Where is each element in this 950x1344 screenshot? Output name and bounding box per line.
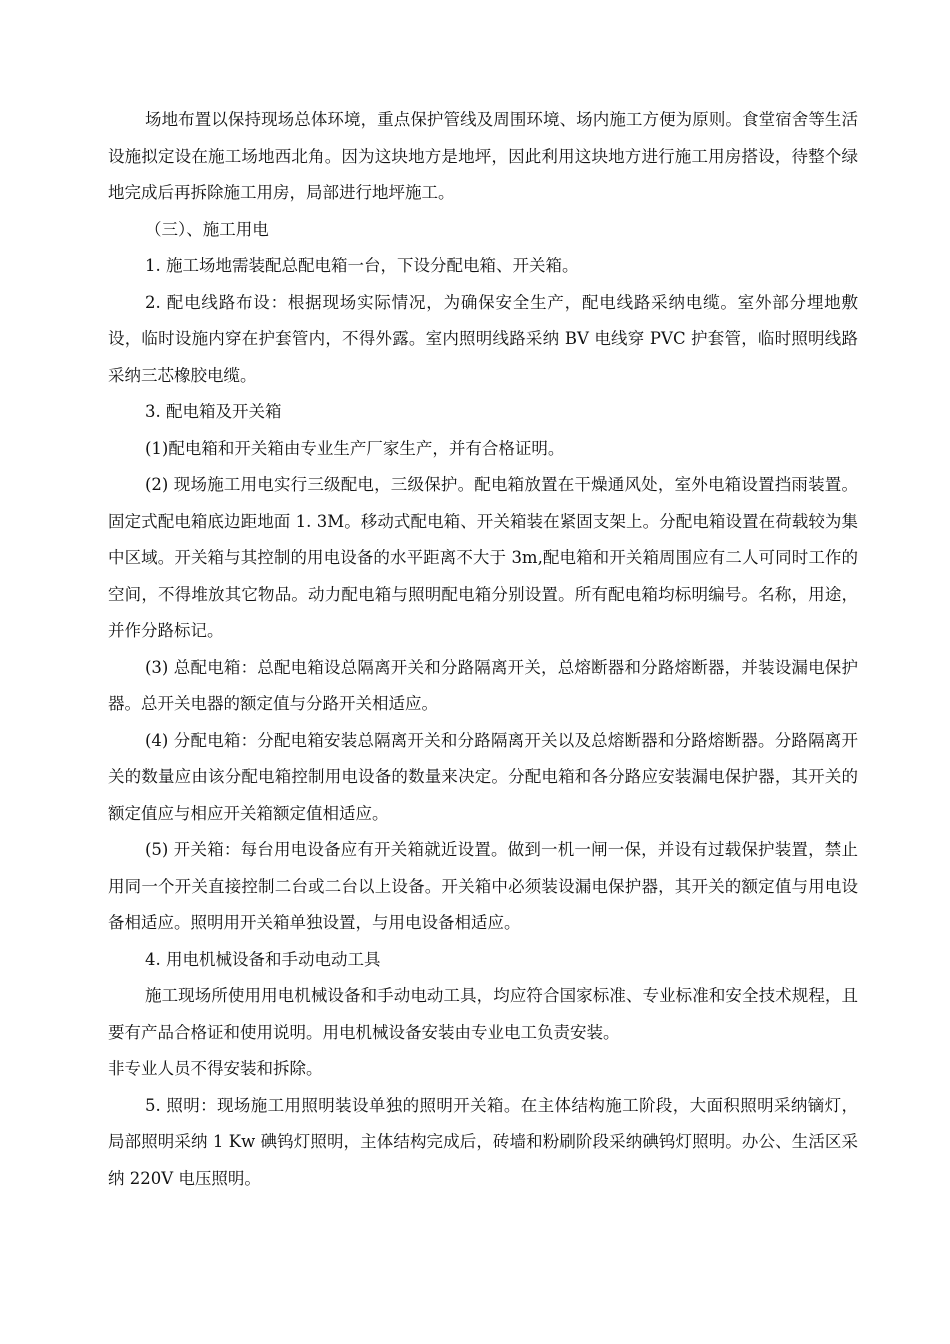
document-body: [108, 102, 858, 1197]
paragraph-item-4-body: 施工现场所使用用电机械设备和手动电动工具，均应符合国家标准、专业标准和安全技术规程，且要有产品合格证和使用说明。用电机械设备安装由专业电工负责安装。: [108, 986, 858, 1042]
paragraph-item-4-continuation: 非专业人员不得安装和拆除。: [108, 1059, 323, 1078]
paragraph-item-5-lighting: 5. 照明：现场施工用照明装设单独的照明开关箱。在主体结构施工阶段，大面积照明采纳镝灯，局部照明采纳 1 Kw 碘钨灯照明，主体结构完成后，砖墙和粉刷阶段采纳碘钨灯照明。办公、生活区采纳 220V 电压照明。: [108, 1095, 858, 1188]
paragraph-item-3-3: (3) 总配电箱：总配电箱设总隔离开关和分路隔离开关，总熔断器和分路熔断器，并装设漏电保护器。总开关电器的额定值与分路开关相适应。: [108, 657, 858, 713]
paragraph-item-3-1: (1)配电箱和开关箱由专业生产厂家生产，并有合格证明。: [145, 438, 565, 458]
paragraph-item-1: 1. 施工场地需装配总配电箱一台，下设分配电箱、开关箱。: [145, 256, 579, 275]
paragraph-item-2: 2. 配电线路布设：根据现场实际情况，为确保安全生产，配电线路采纳电缆。室外部分埋地敷设，临时设施内穿在护套管内，不得外露。室内照明线路采纳 BV 电线穿 PVC 护套管，临时照明线路采纳三芯橡胶电缆。: [108, 292, 858, 385]
paragraph-site-layout: 场地布置以保持现场总体环境，重点保护管线及周围环境、场内施工方便为原则。食堂宿舍等生活设施拟定设在施工场地西北角。因为这块地方是地坪，因此利用这块地方进行施工用房搭设，待整个绿地完成后再拆除施工用房，局部进行地坪施工。: [108, 110, 858, 202]
paragraph-item-3-5: (5) 开关箱：每台用电设备应有开关箱就近设置。做到一机一闸一保，并设有过载保护装置，禁止用同一个开关直接控制二台或二台以上设备。开关箱中必须装设漏电保护器，其开关的额定值与用电设备相适应。照明用开关箱单独设置，与用电设备相适应。: [108, 840, 858, 932]
section-heading-construction-power: （三）、施工用电: [145, 219, 269, 239]
paragraph-item-3-2: (2) 现场施工用电实行三级配电，三级保护。配电箱放置在干燥通风处，室外电箱设置挡雨装置。固定式配电箱底边距地面 1. 3M。移动式配电箱、开关箱装在紧固支架上。分配电箱设置在荷载较为集中区域。开关箱与其控制的用电设备的水平距离不大于 3m,配电箱和开关箱周围应有二人可同时工作的空间，不得堆放其它物品。动力配电箱与照明配电箱分别设置。所有配电箱均标明编号。名称，用途，并作分路标记。: [108, 475, 858, 640]
subheading-distribution-boxes: 3. 配电箱及开关箱: [145, 402, 282, 421]
paragraph-item-3-4: (4) 分配电箱：分配电箱安装总隔离开关和分路隔离开关以及总熔断器和分路熔断器。分路隔离开关的数量应由该分配电箱控制用电设备的数量来决定。分配电箱和各分路应安装漏电保护器，其开关的额定值应与相应开关箱额定值相适应。: [108, 730, 858, 823]
subheading-electric-equipment: 4. 用电机械设备和手动电动工具: [145, 949, 381, 969]
